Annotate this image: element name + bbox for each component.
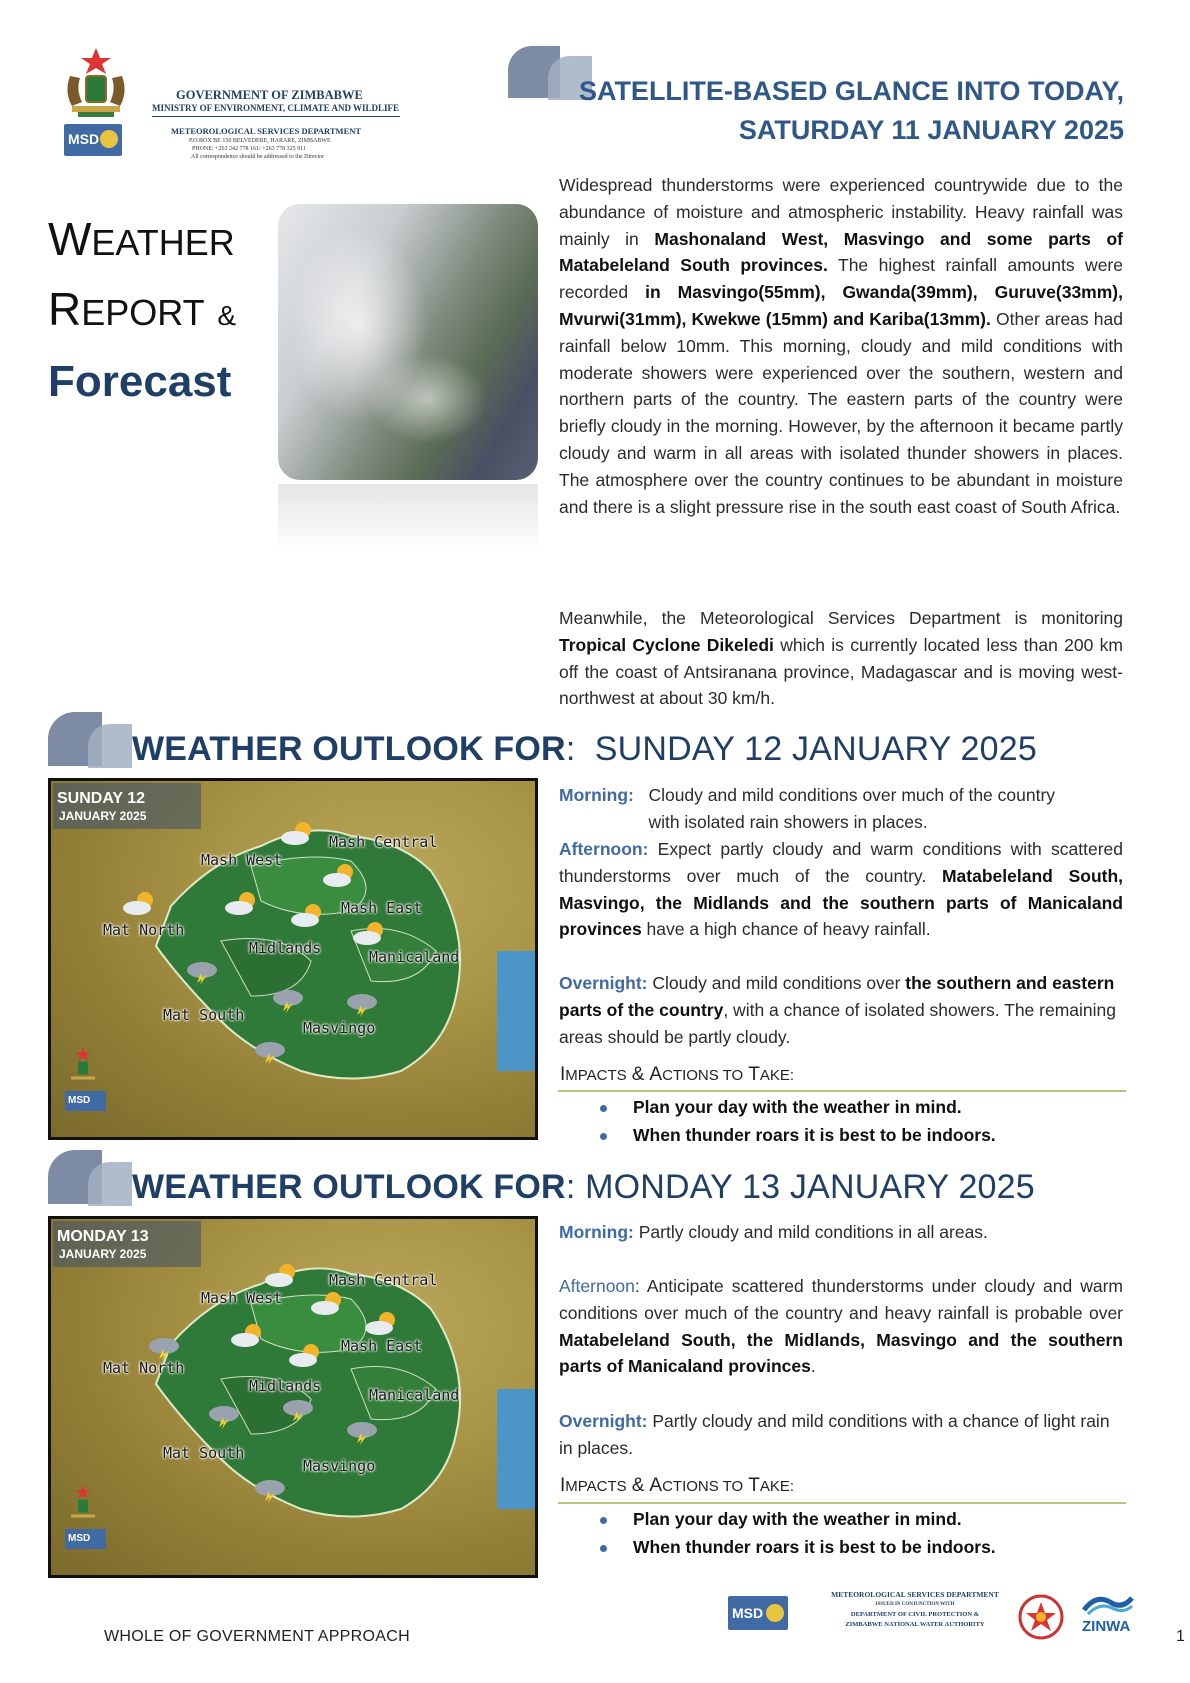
msd-sun-icon — [766, 1604, 784, 1622]
thunderstorm-icon — [251, 1039, 289, 1065]
map-date-badge: SUNDAY 12 JANUARY 2025 — [53, 783, 201, 829]
outlook2-bullet: When thunder roars it is best to be indoors. — [600, 1537, 996, 1558]
outlook1-morning: Morning: Cloudy and mild conditions over much of the country with isolated rain showers in places. — [559, 785, 1056, 832]
zinwa-wave-icon — [1080, 1592, 1136, 1618]
report-title — [48, 206, 236, 415]
partly-cloudy-icon — [289, 903, 327, 929]
cyclone-note: Meanwhile, the Meteorological Services Department is monitoring Tropical Cyclone Dikeledi which is currently located less than 200 km off the coast of Antsiranana province, Madagascar and is moving west-northwest at about 30 km/h. — [559, 608, 1123, 709]
partly-cloudy-icon — [287, 1343, 325, 1369]
dept-address: P.O.BOX BE 150 BELVEDERE, HARARE, ZIMBABWE — [189, 138, 331, 144]
letterhead-rule — [152, 116, 400, 117]
msd-logo-text: MSD — [68, 131, 100, 147]
partly-cloudy-icon — [279, 821, 317, 847]
map-label-mat-south: Mat South — [163, 1006, 245, 1024]
outlook2-afternoon: Afternoon: Anticipate scattered thunderstorms under cloudy and warm conditions over much of the country and heavy rainfall is probable over Matabeleland South, the Midlands, Masvingo and the southern parts of Manicaland provinces. — [559, 1276, 1123, 1377]
outlook2-impacts-heading: IMPACTS & ACTIONS TO TAKE: — [560, 1475, 795, 1496]
title-line-report: REPORT & — [48, 283, 237, 335]
outlook1-title: WEATHER OUTLOOK FOR: SUNDAY 12 JANUARY 2025 — [132, 730, 1037, 768]
map-label-midlands: Midlands — [249, 1377, 322, 1395]
title-line-weather: WEATHER — [48, 213, 235, 265]
outlook1-deco-shape-overlay — [88, 724, 132, 768]
map-label-manicaland: Manicaland — [369, 1386, 460, 1404]
satellite-reflection — [278, 484, 538, 554]
map-label-masvingo: Masvingo — [303, 1019, 376, 1037]
outlook2-title: WEATHER OUTLOOK FOR: MONDAY 13 JANUARY 2025 — [132, 1168, 1035, 1206]
partly-cloudy-icon — [229, 1323, 267, 1349]
outlook1-overnight: Overnight: Cloudy and mild conditions over the southern and eastern parts of the country, with a chance of isolated showers. The remaining areas should be partly cloudy. — [559, 973, 1116, 1047]
outlook2-overnight: Overnight: Partly cloudy and mild conditions with a chance of light rain in places. — [559, 1411, 1110, 1458]
letterhead — [56, 46, 406, 166]
footer-msd-logo: MSD — [728, 1596, 788, 1630]
outlook2-map — [48, 1216, 538, 1578]
outlook1-impacts-rule — [558, 1090, 1126, 1092]
map-label-mash-east: Mash East — [341, 1337, 423, 1355]
title-line-forecast: Forecast — [48, 357, 232, 406]
map-msd-logo: MSD — [65, 1091, 106, 1111]
map-date-badge: MONDAY 13 JANUARY 2025 — [53, 1221, 201, 1267]
zinwa-logo-text: ZINWA — [1082, 1618, 1131, 1635]
map-label-midlands: Midlands — [249, 939, 322, 957]
outlook1-bullet: When thunder roars it is best to be indoors. — [600, 1125, 996, 1146]
map-label-mat-south: Mat South — [163, 1444, 245, 1462]
coat-of-arms-icon — [56, 46, 136, 120]
satellite-heading-line2: SATURDAY 11 JANUARY 2025 — [738, 115, 1124, 145]
footer-approach: WHOLE OF GOVERNMENT APPROACH — [104, 1628, 410, 1645]
outlook2-impacts-rule — [558, 1502, 1126, 1504]
dept-phone: PHONE: +263 242 778 161/ +263 778 325 911 — [192, 146, 306, 152]
thunderstorm-icon — [279, 1397, 317, 1423]
thunderstorm-icon — [183, 959, 221, 985]
footer-dept-block: METEOROLOGICAL SERVICES DEPARTMENT ISSUED IN CONJUNCTION WITH DEPARTMENT OF CIVIL PROTECTION & ZIMBABWE NATIONAL WATER AUTHORITY — [831, 1590, 999, 1628]
bullet-dot — [600, 1105, 607, 1112]
map-label-mat-north: Mat North — [103, 921, 185, 939]
map-label-mash-central: Mash Central — [329, 1271, 438, 1289]
today-summary: Widespread thunderstorms were experienced countrywide due to the abundance of moisture and atmospheric instability. Heavy rainfall was mainly in Mashonaland West, Masvingo and some parts of Matabeleland South provinces. The highest rainfall amounts were recorded in Masvingo(55mm), Gwanda(39mm), Guruve(33mm), Mvurwi(31mm), Kwekwe (15mm) and Kariba(13mm). Other areas had rainfall below 10mm. This morning, cloudy and mild conditions with moderate showers were experienced over the southern, western and northern parts of the country. The eastern parts of the country were briefly cloudy in the morning. However, by the afternoon it became partly cloudy and warm in all areas with isolated thunder showers in places. The atmosphere over the country continues to be abundant in moisture and there is a slight pressure rise in the south east coast of South Africa. — [559, 175, 1123, 517]
thunderstorm-icon — [343, 991, 381, 1017]
page-number: 1 — [1176, 1628, 1185, 1645]
partly-cloudy-icon — [351, 921, 389, 947]
thunderstorm-icon — [205, 1403, 243, 1429]
coat-of-arms-icon — [63, 1481, 103, 1525]
partly-cloudy-icon — [263, 1263, 301, 1289]
bullet-dot — [600, 1517, 607, 1524]
partly-cloudy-icon — [309, 1291, 347, 1317]
satellite-heading-line1: SATELLITE-BASED GLANCE INTO TODAY, — [578, 76, 1124, 106]
outlook1-bullet: Plan your day with the weather in mind. — [600, 1097, 962, 1118]
bullet-dot — [600, 1133, 607, 1140]
map-label-mash-west: Mash West — [201, 1289, 283, 1307]
map-label-mash-east: Mash East — [341, 899, 423, 917]
map-label-mat-north: Mat North — [103, 1359, 185, 1377]
thunderstorm-icon — [343, 1419, 381, 1445]
outlook2-deco-shape-overlay — [88, 1162, 132, 1206]
thunderstorm-icon — [145, 1335, 183, 1361]
satellite-heading — [579, 72, 1124, 150]
dept-title: METEOROLOGICAL SERVICES DEPARTMENT — [171, 126, 362, 136]
thunderstorm-icon — [269, 987, 307, 1013]
outlook1-map — [48, 778, 538, 1140]
partly-cloudy-icon — [121, 891, 159, 917]
thunderstorm-icon — [251, 1477, 289, 1503]
partly-cloudy-icon — [363, 1311, 401, 1337]
msd-logo — [64, 124, 122, 156]
outlook2-bullet: Plan your day with the weather in mind. — [600, 1509, 962, 1530]
outlook2-morning: Morning: Partly cloudy and mild conditions in all areas. — [559, 1222, 988, 1242]
gov-title: GOVERNMENT OF ZIMBABWE — [176, 88, 363, 102]
satellite-image — [278, 204, 538, 480]
map-label-manicaland: Manicaland — [369, 948, 460, 966]
cloud-swirl-2 — [368, 354, 488, 444]
ministry-title: MINISTRY OF ENVIRONMENT, CLIMATE AND WILDLIFE — [152, 103, 400, 113]
partly-cloudy-icon — [223, 891, 261, 917]
outlook1-impacts-heading: IMPACTS & ACTIONS TO TAKE: — [560, 1064, 795, 1085]
dept-correspondence: All correspondence should be addressed to the Director — [191, 154, 325, 160]
outlook1-afternoon: Afternoon: Expect partly cloudy and warm conditions with scattered thunderstorms over much of the country. Matabeleland South, Masvingo, the Midlands and the southern parts of Manicaland provinces have a high chance of heavy rainfall. — [559, 839, 1124, 940]
map-label-masvingo: Masvingo — [303, 1457, 376, 1475]
msd-sun-icon — [100, 130, 118, 148]
map-msd-logo: MSD — [65, 1529, 106, 1549]
map-label-mash-central: Mash Central — [329, 833, 438, 851]
map-label-mash-west: Mash West — [201, 851, 283, 869]
civil-protection-emblem-icon — [1018, 1594, 1064, 1640]
coat-of-arms-icon — [63, 1043, 103, 1087]
partly-cloudy-icon — [321, 863, 359, 889]
bullet-dot — [600, 1545, 607, 1552]
